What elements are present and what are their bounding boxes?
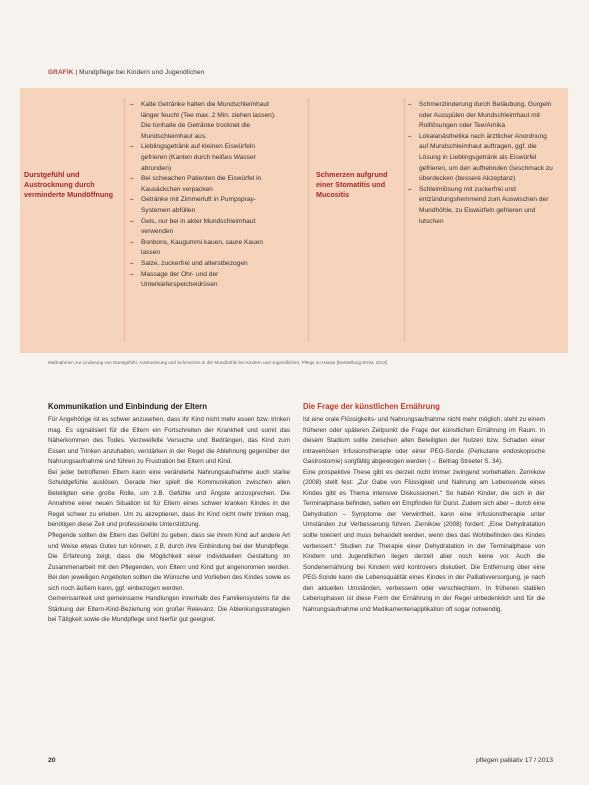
- list-item: – Schmerzlinderung durch Betäubung, Gurgeln oder Ausspülen der Mundschleimhaut mit Rolllösungen oder Tee/Arnika: [408, 100, 553, 132]
- middle-row-label: Schmerzen aufgrund einer Stomatitis und Mucositis: [316, 170, 388, 199]
- paragraph: Pflegende sollten die Eltern das Gefühl zu geben, dass sie ihrem Kind auf andere Art und Weise etwas Gutes tun können, z.B. durch ihre Einbindung bei der Mundpflege. Die Erfahrung zeigt, dass die Möglichkeit einer individuellen Gestaltung im Zusammenarbeit mit den Pflegenden, von Eltern und Kind gut angenommen werden. Bei den jeweiligen Angeboten sollten die Wünsche und Vorlieben des Kindes sowie es sich noch äußern kann, ggf. einbezogen werden.: [48, 532, 290, 592]
- paragraph: Bei jeder betroffenen Eltern kann eine veränderte Nahrungsaufnahme auch starke Schuldgefühle auslösen. Gerade hier spielt die Kommunikation zwischen allen Beteiligten eine große Rolle, um z.B. Gefühle und Ängste anzusprechen. Die Annahme einer neuen Situation ist für Eltern eines schwer kranken Kindes in der Regel schwer zu erleben. Um zu akzeptieren, dass ihr Kind nicht mehr trinken mag, benötigen diese Zeit und professionelle Unterstützung.: [48, 468, 290, 529]
- left-heading: Kommunikation und Einbindung der Eltern: [48, 402, 207, 411]
- divider: [308, 98, 309, 343]
- list-item: – Schleimlösung mit zuckerfrei und entzündungshemmend zum Auswischen der Mundhöhle, zu Eiswürfeln gefrieren und lutschen: [408, 185, 553, 227]
- right-column-text: [303, 415, 545, 615]
- list-item: – Gels, nur bei in akter Mundschleimhaut verwenden: [130, 217, 280, 238]
- list-item: – Lieblingsgetränk auf kleinen Eiswürfeln gefrieren (Kanten durch heißes Wasser abrunden): [130, 142, 280, 174]
- divider: [124, 98, 125, 343]
- page-number: 20: [48, 757, 56, 764]
- table-caption: Maßnahmen zur Linderung von Durstgefühl, Austrocknung und Schmerzen in der Mundhöhle bei Kindern und Jugendlichen, Pflege zu Hause [Darstellung Ernst, 2013]: [48, 360, 388, 365]
- right-measures-list: [408, 100, 553, 227]
- list-item: – Kalte Getränke halten die Mundschleimhaut länger feucht (Tee max. 2 Min. ziehen lassen). Die tonhalte de Getränke trocknet die Mundschleimhaut aus.: [130, 100, 280, 142]
- list-item: – Massage der Ohr- und der Unterkieferspeicheldrüsen: [130, 270, 280, 291]
- list-item: – Getränke mit Zimmerluft in Pumpspray-Systemen abfüllen: [130, 195, 280, 216]
- header-title: | Mundpflege bei Kindern und Jugendlichen: [75, 69, 205, 76]
- paragraph: Eine prospektive These gibt es derzeit nicht immer zwingend vorbehalten. Zernikow (2008) stellt fest: „Zur Gabe von Flüssigkeit und Nahrung am Lebensende eines Kindes gibt es Thema intensive Diskussionen.“ So haben Kinder, die sich in der Terminalphase befinden, selten ein Empfinden für Durst. Zudem sich aber – durch eine Dehydration – Symptome der Verwirrtheit, kann eine Infusionstherapie unter Umständen zur Verbesserung führen. Zernikow (2008) fordert: „Eine Dehydratation sollte toleriert und muss behandelt werden, wenn dies das Wohlbefinden des Kindes verbessert.“ Studien zur Therapie einer Dehydratation in der Terminalphase von Kindern und Jugendlichen liegen derzeit aber noch keine vor. Auch die Sondenernährung bei Kindern wird kontrovers diskutiert. Die Entfernung über eine PEG-Sonde kann die Lebensqualität eines Kindes in der Palliativversorgung, je nach den aktuellen Umständen, verbessern oder verschlechtern. In früheren stabilen Lebensphasen ist diese Form der Ernährung in der Regel unbedenklich und für die Nahrungsaufnahme und Medikamentenapplikation oft sogar notwendig.: [303, 468, 545, 613]
- paragraph: Für Angehörige ist es schwer anzusehen, dass ihr Kind nicht mehr essen bzw. trinken mag. Es signalisiert für die Eltern ein Fortschreiten der Krankheit und somit das Näherkommen des Todes. Verzweifelte Versuche und Bedrängen, das Kind zum Essen und Trinken anzuhalten, verstärken in der Regel die Ablehnung gegenüber der Nahrungsaufnahme und führen zu Frustration bei Eltern und Kind.: [48, 416, 290, 466]
- right-heading: Die Frage der künstlichen Ernährung: [303, 402, 440, 411]
- list-item: – Bonbons, Kaugummi kauen, saure Kauen lassen: [130, 238, 280, 259]
- divider: [404, 98, 405, 343]
- paragraph: Ist eine orale Flüssigkeits- und Nahrungsaufnahme nicht mehr möglich, steht zu einem früheren oder späteren Zeitpunkt die Frage der künstlichen Ernährung im Raum. In diesem Stadium sollte zwischen allen Beteiligten der Nutzen bzw. Schaden einer intravenösen Infusionstherapie oder einer PEG-Sonde (Perkutane endoskopische Gastrostomie) sorgfältig abgewogen werden (→ Beitrag Streeter S. 34).: [303, 416, 545, 466]
- left-row-label: Durstgefühl und Austrocknung durch verminderte Mundöffnung: [24, 170, 114, 199]
- page-header: [48, 69, 204, 76]
- list-item: – Lokalanästhetika nach ärztlicher Anordnung auf Mundschleimhaut auftragen, ggf. die Lösung in Lieblingsgetränk als Eiswürfel gefrieren, um den aufhebnden Geschmack zu überdecken (bessere Akzeptanz): [408, 132, 553, 185]
- list-item: – Salze, zuckerfrei und alterstbezogen: [130, 259, 280, 270]
- paragraph: Gemeinsamkeit und gemeinsame Handlungen innerhalb des Familiensystems für die Stärkung der Eltern-Kind-Beziehung von großer Relevanz. Die Ablenkungsstrategien bei Tätigkeit sowie die Mundpflege sind hierfür gut geeignet.: [48, 595, 290, 624]
- section-label: GRAFIK: [48, 69, 74, 76]
- journal-name: pflegen palliativ 17 / 2013: [476, 757, 554, 764]
- measures-table: [20, 88, 568, 353]
- left-column-text: [48, 415, 290, 626]
- list-item: – Bei schwachen Patienten die Eiswürfel in Kausäckchen verpacken: [130, 174, 280, 195]
- left-measures-list: [130, 100, 280, 291]
